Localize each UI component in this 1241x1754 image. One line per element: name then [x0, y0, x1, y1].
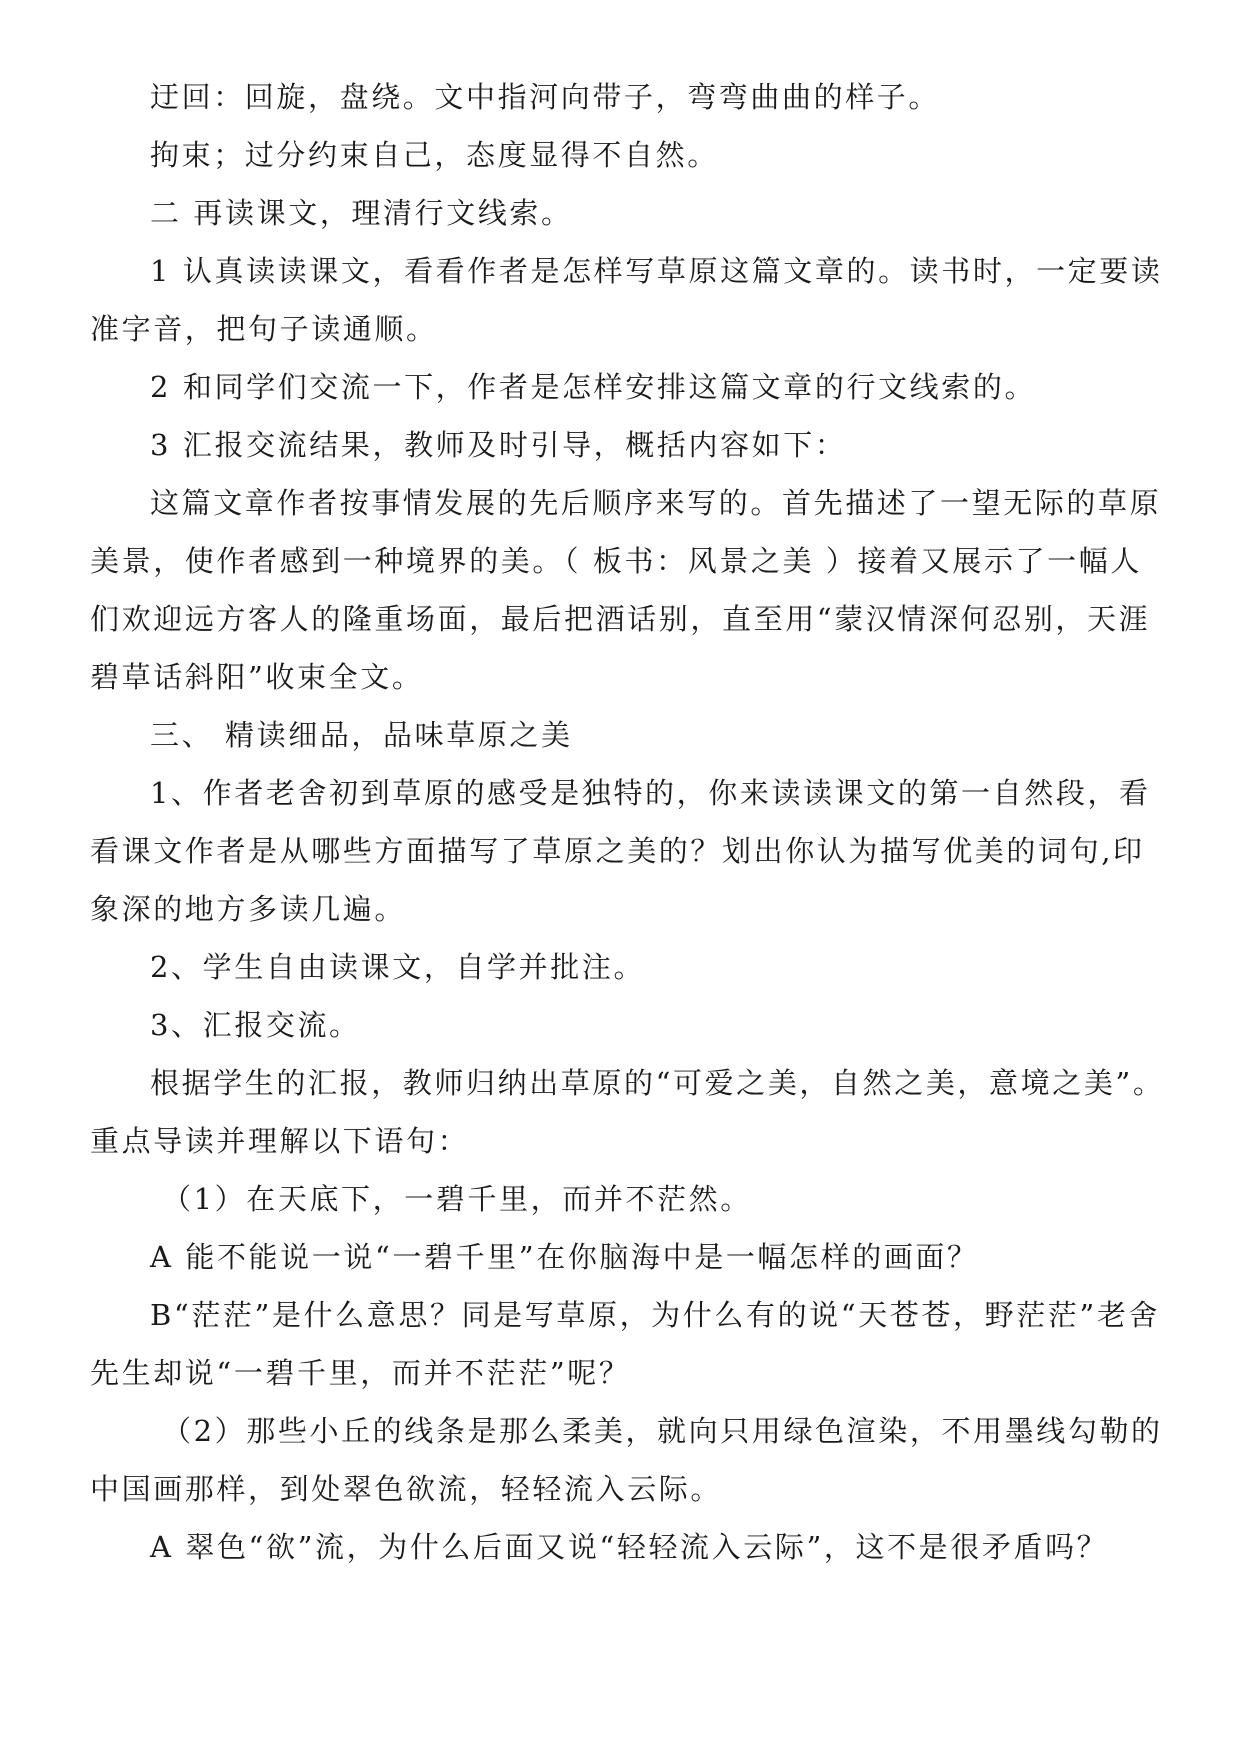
paragraph-sentence-2: （2）那些小丘的线条是那么柔美，就向只用绿色渲染，不用墨线勾勒的中国画那样，到处翠色欲流，轻轻流入云际。: [90, 1414, 1163, 1506]
paragraph-step-1: 1 认真读读课文，看看作者是怎样写草原这篇文章的。读书时，一定要读准字音，把句子读通顺。: [90, 254, 1163, 346]
section-heading-2: 二 再读课文，理清行文线索。: [150, 196, 573, 230]
paragraph-teacher-summary: 根据学生的汇报，教师归纳出草原的“可爱之美，自然之美，意境之美”。重点导读并理解以下语句：: [90, 1066, 1165, 1158]
paragraph-definition-jushu: 拘束；过分约束自己，态度显得不自然。: [150, 138, 719, 172]
paragraph-question-1b: B“茫茫”是什么意思？同是写草原，为什么有的说“天苍苍，野茫茫”老舍先生却说“一碧千里，而并不茫茫”呢？: [90, 1298, 1161, 1390]
paragraph-question-1a: A 能不能说一说“一碧千里”在你脑海中是一幅怎样的画面？: [150, 1240, 979, 1274]
paragraph-step-3: 3 汇报交流结果，教师及时引导，概括内容如下：: [150, 428, 847, 462]
paragraph-task-3: 3、汇报交流。: [150, 1008, 361, 1042]
paragraph-definition-yuhui: 迂回：回旋，盘绕。文中指河向带子，弯弯曲曲的样子。: [150, 80, 941, 114]
paragraph-task-1: 1、作者老舍初到草原的感受是独特的，你来读读课文的第一自然段，看看课文作者是从哪些方面描写了草原之美的？划出你认为描写优美的词句,印象深的地方多读几遍。: [90, 776, 1151, 926]
paragraph-summary: 这篇文章作者按事情发展的先后顺序来写的。首先描述了一望无际的草原美景，使作者感到一种境界的美。（ 板书：风景之美 ）接着又展示了一幅人们欢迎远方客人的隆重场面，最后把酒话别，直至用“蒙汉情深何忍别，天涯碧草话斜阳”收束全文。: [90, 486, 1162, 694]
paragraph-question-2a: A 翠色“欲”流，为什么后面又说“轻轻流入云际”，这不是很矛盾吗？: [150, 1530, 1109, 1564]
paragraph-task-2: 2、学生自由读课文，自学并批注。: [150, 950, 646, 984]
document-page: [90, 68, 1165, 1576]
paragraph-step-2: 2 和同学们交流一下，作者是怎样安排这篇文章的行文线索的。: [150, 370, 1037, 404]
section-heading-3: 三、 精读细品，品味草原之美: [150, 718, 573, 752]
paragraph-sentence-1: （1）在天底下，一碧千里，而并不茫然。: [162, 1182, 752, 1216]
